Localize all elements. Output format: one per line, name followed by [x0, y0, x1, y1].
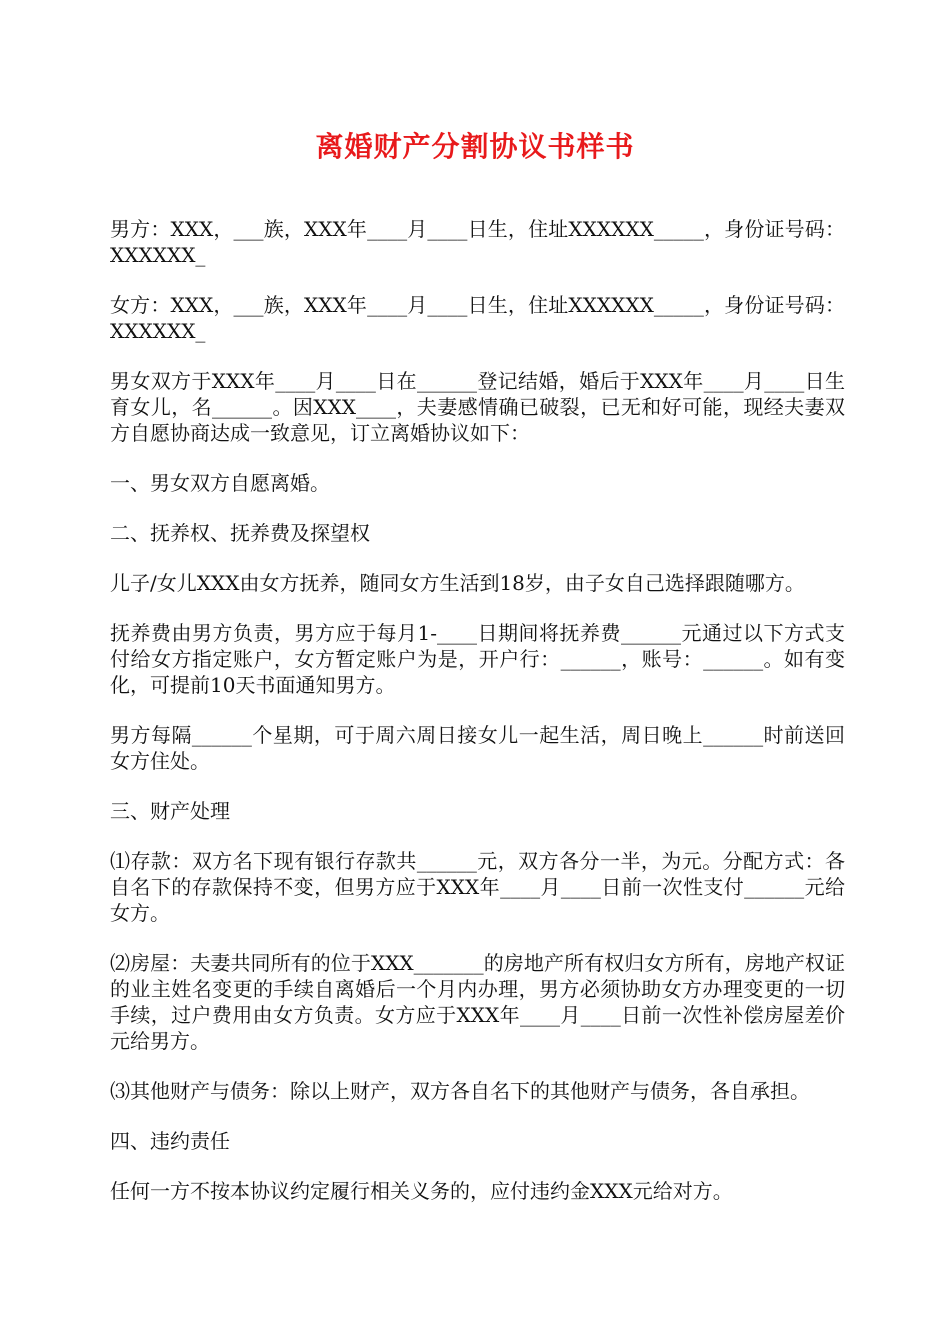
section-heading-custody: 二、抚养权、抚养费及探望权	[110, 521, 370, 545]
section-heading-divorce: 一、男女双方自愿离婚。	[110, 471, 330, 495]
paragraph-visitation: 男方每隔______个星期，可于周六周日接女儿一起生活，周日晚上______时前送回女方住处。	[110, 723, 845, 773]
paragraph-house: ⑵房屋：夫妻共同所有的位于XXX_______的房地产所有权归女方所有，房地产权证的业主姓名变更的手续自离婚后一个月内办理，男方必须协助女方办理变更的一切手续，过户费用由女方负责。女方应于XXX年____月____日前一次性补偿房屋差价元给男方。	[110, 951, 845, 1053]
paragraph-savings: ⑴存款：双方名下现有银行存款共______元，双方各分一半，为元。分配方式：各自名下的存款保持不变，但男方应于XXX年____月____日前一次性支付______元给女方。	[110, 849, 845, 925]
paragraph-husband-info: 男方：XXX，___族，XXX年____月____日生，住址XXXXXX_____，身份证号码：XXXXXX_	[110, 217, 845, 267]
paragraph-custody: 儿子/女儿XXX由女方抚养，随同女方生活到18岁，由子女自己选择跟随哪方。	[110, 571, 805, 595]
document-body	[110, 216, 845, 1228]
paragraph-wife-info: 女方：XXX，___族，XXX年____月____日生，住址XXXXXX_____，身份证号码：XXXXXX_	[110, 293, 845, 343]
section-heading-property: 三、财产处理	[110, 799, 230, 823]
document-title: 离婚财产分割协议书样书	[315, 130, 635, 163]
paragraph-marriage-background: 男女双方于XXX年____月____日在______登记结婚，婚后于XXX年____月____日生育女儿，名______。因XXX____，夫妻感情确已破裂，已无和好可能，现经夫妻双方自愿协商达成一致意见，订立离婚协议如下：	[110, 369, 845, 445]
paragraph-other-property: ⑶其他财产与债务：除以上财产，双方各自名下的其他财产与债务，各自承担。	[110, 1079, 810, 1103]
paragraph-breach: 任何一方不按本协议约定履行相关义务的，应付违约金XXX元给对方。	[110, 1179, 733, 1203]
section-heading-breach: 四、违约责任	[110, 1129, 230, 1153]
paragraph-child-support: 抚养费由男方负责，男方应于每月1-____日期间将抚养费______元通过以下方式支付给女方指定账户，女方暂定账户为是，开户行：______，账号：______。如有变化，可提前10天书面通知男方。	[110, 621, 845, 697]
